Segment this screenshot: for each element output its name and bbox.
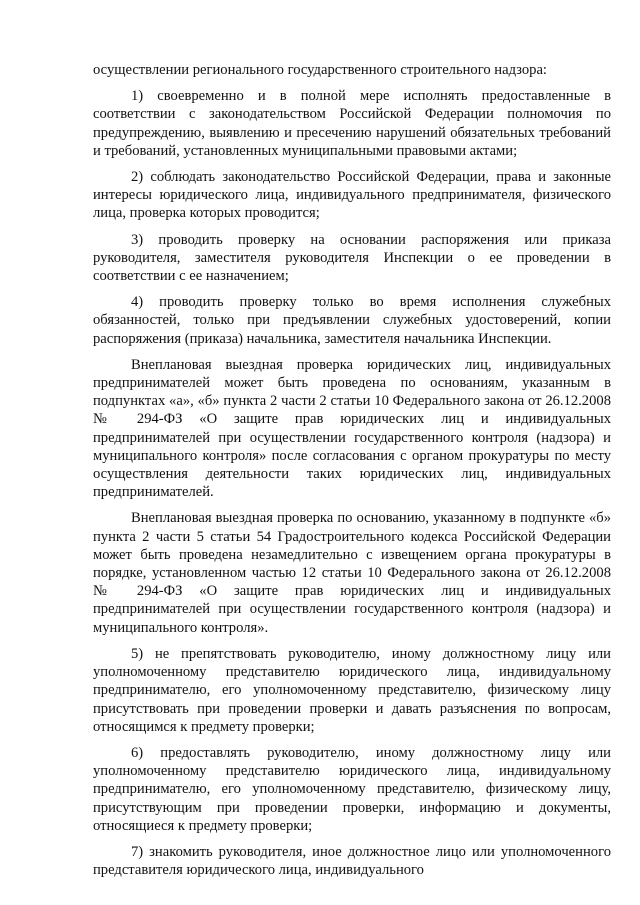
paragraph-item-7: 7) знакомить руководителя, иное должностное лицо или уполномоченного представителя юридического лица, индивидуального <box>93 843 611 879</box>
paragraph-item-1: 1) своевременно и в полной мере исполнять предоставленные в соответствии с законодательством Российской Федерации полномочия по предупреждению, выявлению и пресечению нарушений обязательных требований и требований, установленных муниципальными правовыми актами; <box>93 88 611 159</box>
paragraph-item-4: 4) проводить проверку только во время исполнения служебных обязанностей, только при предъявлении служебных удостоверений, копии распоряжения (приказа) начальника, заместителя начальника Инспекции. <box>93 294 611 347</box>
paragraph-intro-continuation: осуществлении регионального государственного строительного надзора: <box>93 62 547 78</box>
paragraph-item-2: 2) соблюдать законодательство Российской Федерации, права и законные интересы юридического лица, индивидуального предпринимателя, физического лица, проверка которых проводится; <box>93 169 611 222</box>
paragraph-item-3: 3) проводить проверку на основании распоряжения или приказа руководителя, заместителя руководителя Инспекции о ее проведении в соответствии с ее назначением; <box>93 231 611 285</box>
paragraph-item-5: 5) не препятствовать руководителю, иному должностному лицу или уполномоченному представителю юридического лица, индивидуальному предпринимателю, его уполномоченному представителю, физическому лицу присутствовать при проведении проверки и давать разъяснения по вопросам, относящимся к предмету проверки; <box>93 645 611 735</box>
paragraph-unscheduled-inspection-urgent: Внеплановая выездная проверка по основанию, указанному в подпункте «б» пункта 2 части 5 статьи 54 Градостроительного кодекса Российской Федерации может быть проведена незамедлительно с извещением органа прокуратуры в порядке, установленном частью 12 статьи 10 Федерального закона от 26.12.2008 № 294-ФЗ «О защите прав юридических лиц и индивидуальных предпринимателей при осуществлении государственного контроля (надзора) и муниципального контроля». <box>93 510 611 636</box>
paragraph-unscheduled-inspection: Внеплановая выездная проверка юридических лиц, индивидуальных предпринимателей может быть проведена по основаниям, указанным в подпунктах «а», «б» пункта 2 части 2 статьи 10 Федерального закона от 26.12.2008 № 294-ФЗ «О защите прав юридических лиц и индивидуальных предпринимателей при осуществлении государственного контроля (надзора) и муниципального контроля» после согласования с органом прокуратуры по месту осуществления деятельности таких юридических лиц, индивидуальных предпринимателей. <box>93 356 611 501</box>
document-page <box>93 61 611 879</box>
paragraph-item-6: 6) предоставлять руководителю, иному должностному лицу или уполномоченному представителю юридического лица, индивидуальному предпринимателю, его уполномоченному представителю, физическому лицу, присутствующим при проведении проверки, информацию и документы, относящиеся к предмету проверки; <box>93 744 611 834</box>
